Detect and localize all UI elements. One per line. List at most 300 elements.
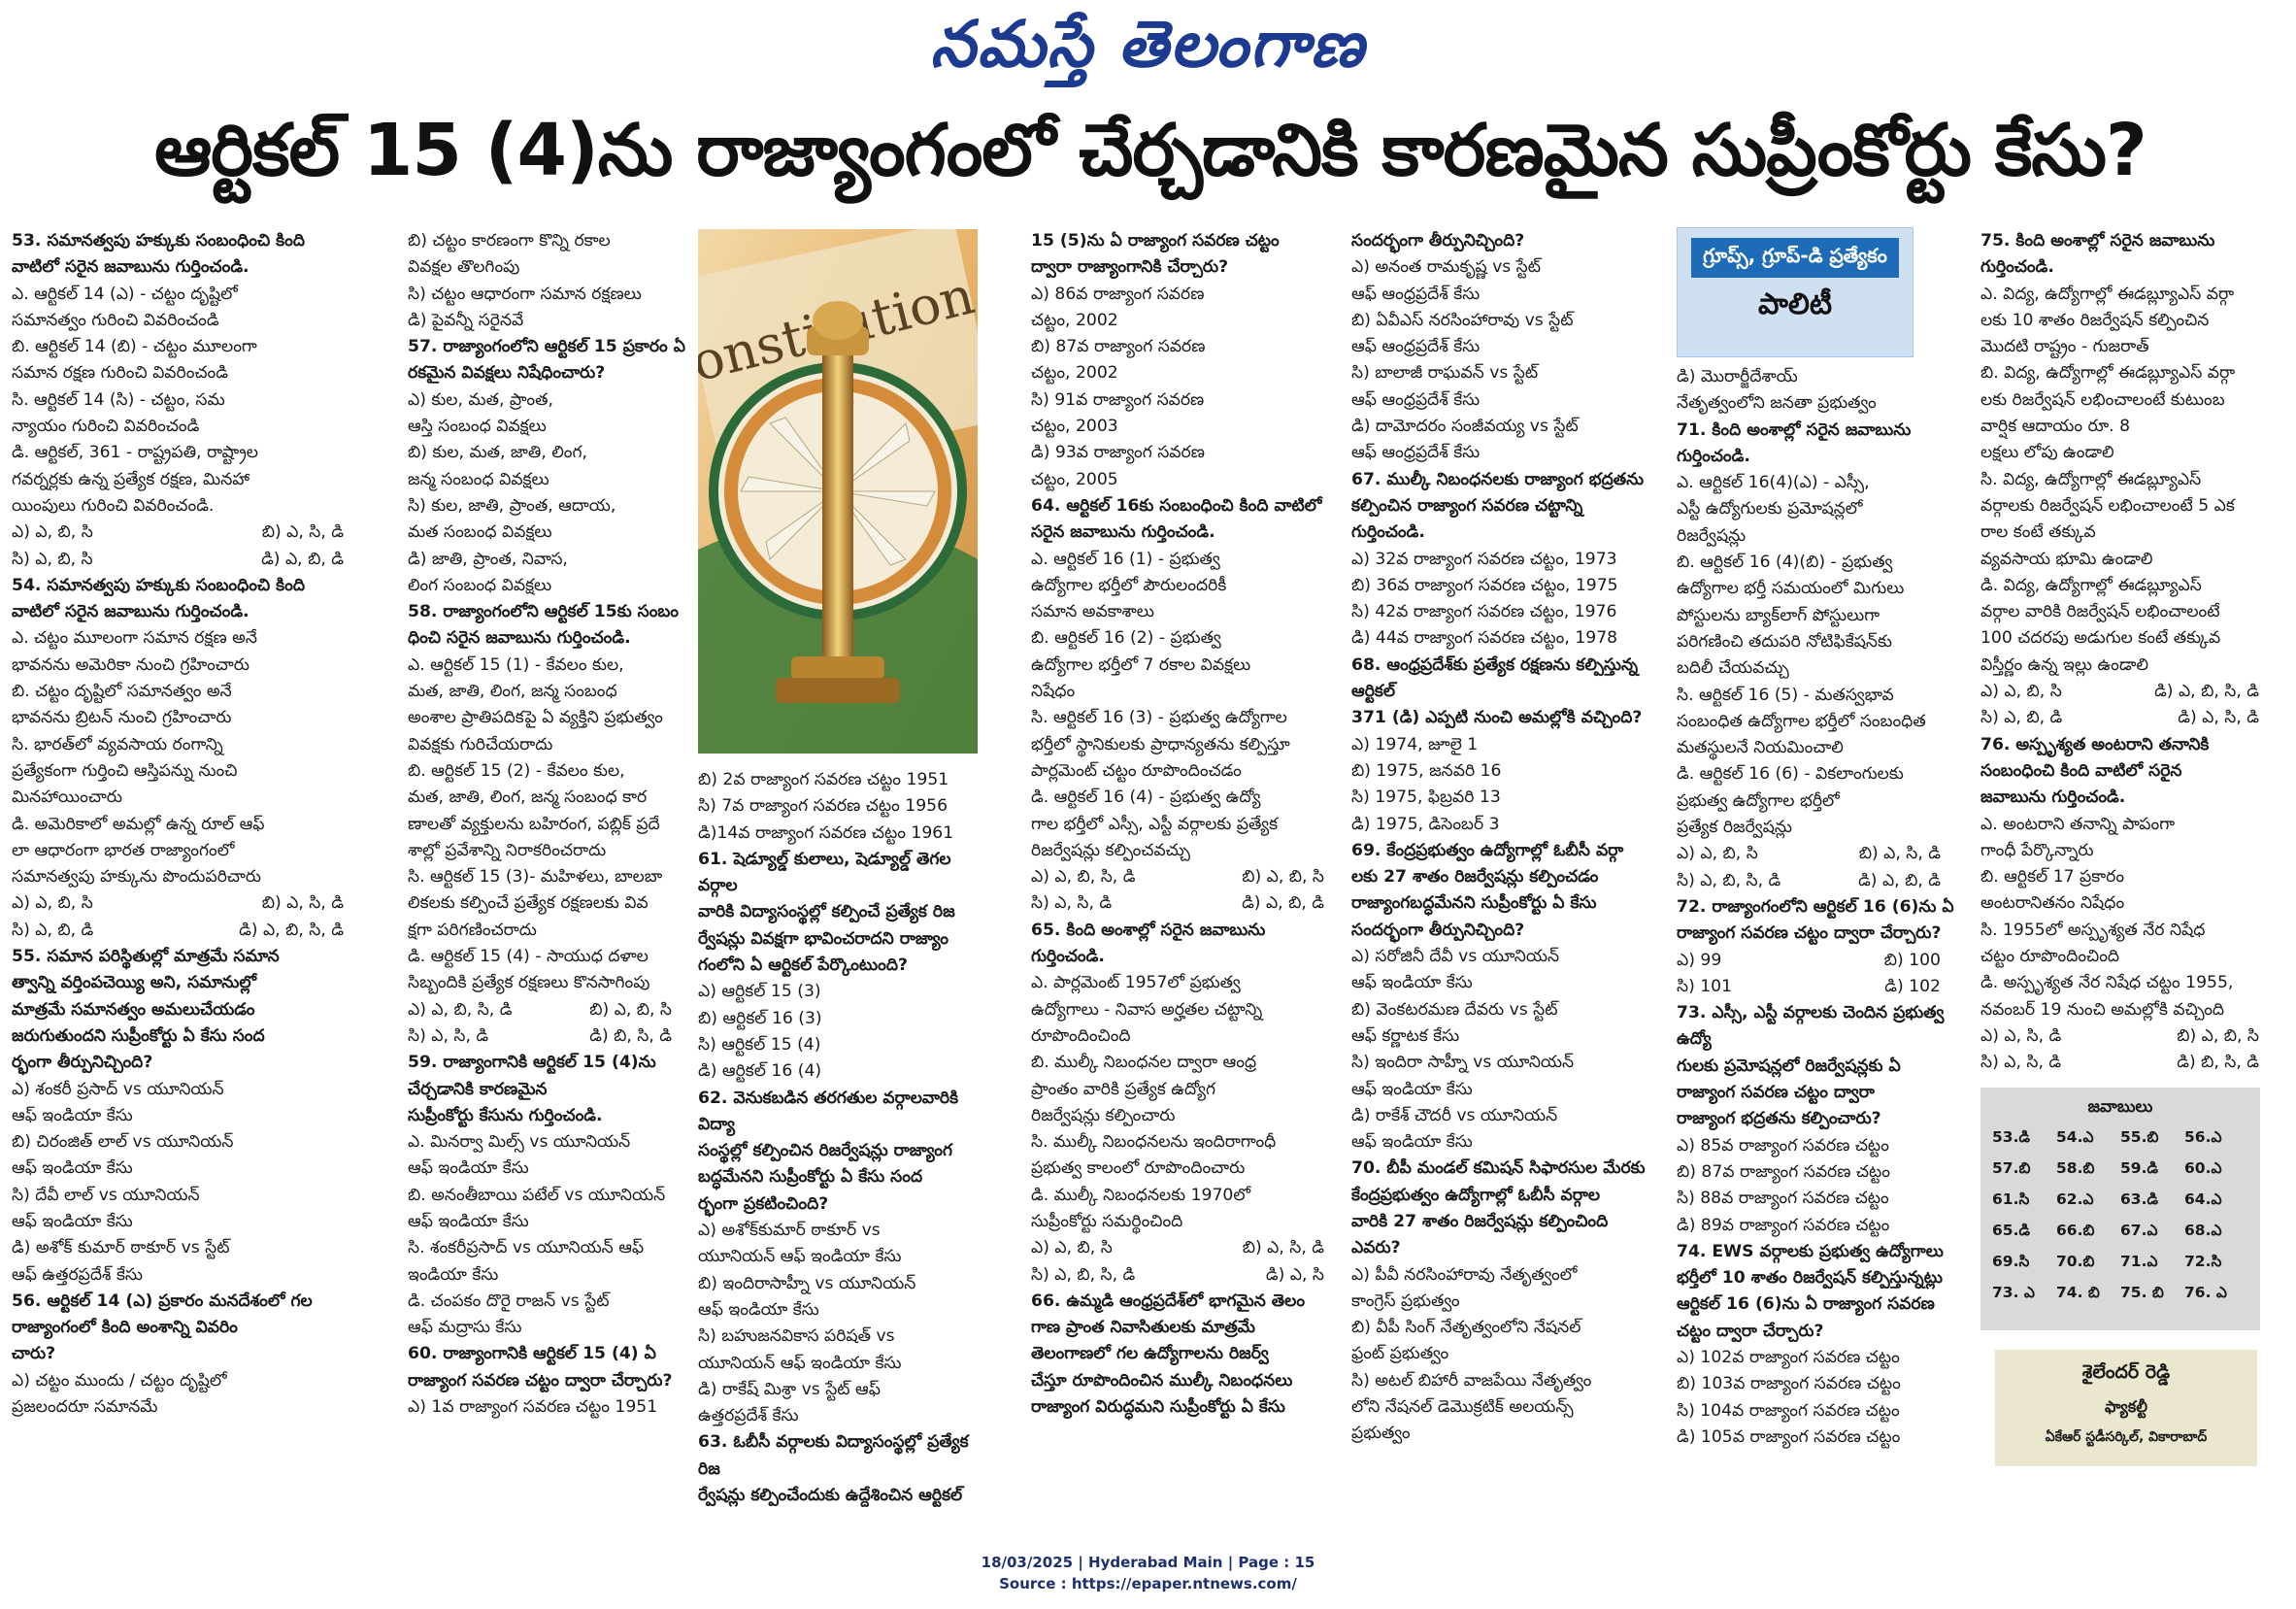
option-text: చట్టం, 2002 [1031,363,1118,384]
option-text: ప్రత్యేక రిజర్వేషన్లు [1677,818,1792,838]
option-text: లా ఆధారంగా భారత రాజ్యాంగంలో [12,840,235,860]
answer-cell: 53.డి [1992,1128,2030,1146]
option-text: బి) ఆర్టికల్ 16 (3) [698,1008,822,1028]
option-text: రిజర్వేషన్లు కల్పించవచ్చు [1031,840,1190,860]
option-row [1031,1262,1342,1289]
option-text: ఉత్తరప్రదేశ్ కేసు [698,1406,799,1426]
question-text: 68. ఆంధ్రప్రదేశ్‌కు ప్రత్యేక రక్షణను కల్పిస్తున్న ఆర్టికల్ [1351,654,1639,702]
option-text: భావనను బ్రిటన్ నుంచి గ్రహించారు [12,708,232,728]
option-text: చట్టం, 2003 [1031,417,1118,437]
question-text: మాత్రమే సమానత్వం అమలుచేయడం [12,999,255,1020]
question-text: జరుగుతుందని సుప్రీంకోర్టు ఏ కేసు సంద [12,1025,265,1046]
option-row [12,918,361,944]
option-text: ఆఫ్ ఇండియా కేసు [1351,1079,1473,1099]
option-text: సి. 1955లో అస్పృశ్యత నేర నిషేధ [1980,920,2206,940]
answer-cell: 75. బి [2120,1284,2164,1301]
answer-cell: 72.సి [2184,1253,2222,1270]
option-text: సుప్రీంకోర్టు సమర్థించింది [1031,1211,1183,1231]
answers-grid [1992,1128,2248,1305]
option-text: డి) 89వ రాజ్యాంగ సవరణ చట్టం [1677,1215,1890,1235]
option-text: బి) కుల, మత, జాతి, లింగ, [408,443,587,463]
option-text: లికలకు కల్పించే ప్రత్యేక రక్షణలకు వివ [408,893,649,914]
section-subject: పాలిటీ [1757,287,1833,321]
answer-cell: 56.ఎ [2184,1128,2222,1146]
option-row [1677,974,1958,1000]
option-text: రిజర్వేషన్లు కల్పించారు [1031,1105,1176,1125]
answer-cell: 55.బి [2120,1128,2159,1146]
option-text: డి) 44వ రాజ్యాంగ సవరణ చట్టం, 1978 [1351,628,1618,649]
option-text: ఎ) ఎ, బి, సి [1031,1238,1113,1258]
option-text: గవర్నర్లకు ఉన్న ప్రత్యేక రక్షణ, మినహా [12,469,250,489]
option-text: బి) ఎ, సి, డి [1242,1238,1324,1258]
option-text: ఎ) 1974, జూలై 1 [1351,734,1479,754]
option-text: ఎ) ఎ, బి, సి, డి [1031,867,1136,888]
option-text: బి) 100 [1883,950,1941,970]
answer-cell: 66.బి [2056,1222,2095,1239]
option-text: ఆఫ్ ఆంధ్రప్రదేశ్ కేసు [1351,337,1481,357]
option-text: బి) వీపీ సింగ్ నేతృత్వంలోని నేషనల్ [1351,1318,1581,1338]
option-text: బి. అనంతీబాయి పటేల్ vs యూనియన్ [408,1185,666,1205]
answer-cell: 62.ఎ [2056,1190,2094,1208]
question-text: రాజ్యాంగ భద్రతను కల్పించారు? [1677,1109,1881,1129]
option-text: శాల్లో ప్రవేశాన్ని నిరాకరించరాదు [408,840,607,860]
question-text: గంలోని ఏ ఆర్టికల్ పేర్కొంటుంది? [698,955,908,976]
option-text: బి) 87వ రాజ్యాంగ సవరణ [1031,337,1206,357]
option-row [1031,864,1342,890]
author-place: ఏకేఆర్ స్టడీసర్కిల్, వికారాబాద్ [2045,1429,2208,1445]
option-text: సమానత్వం గురించి వివరించండి [12,310,219,330]
option-text: బి) ఇందిరాసాహ్నీ vs యూనియన్ [698,1273,916,1293]
option-text: బి) 87వ రాజ్యాంగ సవరణ చట్టం [1677,1161,1890,1182]
option-text: సి. ఆర్టికల్ 14 (సి) - చట్టం, సమ [12,389,225,410]
option-text: వివక్షల తొలగింపు [408,257,520,278]
option-text: బి. ఆర్టికల్ 17 ప్రకారం [1980,867,2125,888]
option-text: ఎ) పీవీ నరసింహారావు నేతృత్వంలో [1351,1264,1578,1285]
answer-cell: 63.డి [2120,1190,2158,1208]
column-1 [12,228,361,1529]
option-text: ఎ) 32వ రాజ్యాంగ సవరణ చట్టం, 1973 [1351,549,1617,569]
option-text: 100 చదరపు అడుగుల కంటే తక్కువ [1980,628,2221,649]
option-text: రిజర్వేషన్లు [1677,525,1747,546]
answer-cell: 54.ఎ [2056,1128,2094,1146]
question-text: 66. ఉమ్మడి ఆంధ్రప్రదేశ్‌లో భాగమైన తెలం [1031,1291,1306,1311]
answer-cell: 61.సి [1992,1190,2030,1208]
option-text: ఎ. విద్య, ఉద్యోగాల్లో ఈడబ్ల్యూఎస్ వర్గా [1980,284,2235,304]
footer-date: 18/03/2025 | Hyderabad Main | Page : 15 [981,1554,1315,1571]
question-text: వారికి విద్యాసంస్థల్లో కల్పించే ప్రత్యేక రిజ [698,902,955,922]
option-text: ఆఫ్ ఇండియా కేసు [408,1211,529,1231]
option-text: ఎ) అశోక్‌కుమార్ ఠాకూర్ vs [698,1221,881,1241]
option-text: డి) మొరార్జీదేశాయ్ [1677,367,1798,386]
option-text: డి) ఎ, బి, సి, డి [239,920,344,940]
option-text: సి) ఎ, సి, డి [1980,1053,2062,1073]
question-text: లకు 27 శాతం రిజర్వేషన్లు కల్పించడం [1351,867,1599,888]
option-text: డి) ఎ, బి, సి, డి [2154,682,2259,702]
option-text: ఆఫ్ మద్రాసు కేసు [408,1318,522,1338]
option-text: బదిలీ చేయవచ్చు [1677,658,1789,679]
question-text: చేర్చడానికి కారణమైన [408,1079,548,1099]
question-text: వారికి 27 శాతం రిజర్వేషన్లు కల్పించింది [1351,1211,1609,1231]
option-text: ఉద్యోగాల భర్తీ సమయంలో మిగులు [1677,579,1905,599]
option-text: సి) ఎ, బి, డి [1980,708,2063,728]
option-text: ఎ) ఎ, బి, సి, డి [408,999,513,1020]
option-text: సి) 1975, ఫిబ్రవరి 13 [1351,788,1501,808]
option-text: ఎ) ఎ, బి, సి [12,522,93,543]
option-text: లింగ సంబంధ వివక్షలు [408,575,552,595]
option-text: డి. ముల్కీ నిబంధనలకు 1970లో [1031,1185,1251,1205]
option-text: వ్యవసాయ భూమి ఉండాలి [1980,549,2153,569]
answer-cell: 59.డి [2120,1159,2158,1177]
option-text: ఎ) ఎ, బి, సి [1980,682,2062,702]
option-text: ఉద్యోగాలు - నివాస అర్హతల చట్టాన్ని [1031,999,1263,1020]
option-text: బి. ఆర్టికల్ 16 (2) - ప్రభుత్వ [1031,628,1221,649]
answer-cell: 65.డి [1992,1222,2030,1239]
option-text: సి) చట్టం ఆధారంగా సమాన రక్షణలు [408,284,642,304]
answer-cell: 74. బి [2056,1284,2100,1301]
option-text: డి) ఎ, సి, డి [2178,708,2259,728]
option-text: వర్గాల వారికి రిజర్వేషన్ లభించాలంటే [1980,602,2220,622]
option-text: లక్షలు లోపు ఉండాలి [1980,443,2114,463]
author-role: ఫ్యాకల్టీ [2105,1397,2147,1416]
option-text: సి) అటల్ బిహారీ వాజపేయి నేతృత్వం [1351,1370,1592,1391]
author-box [1995,1350,2257,1466]
column-7 [1980,228,2277,1073]
option-text: ఎ. పార్లమెంట్ 1957లో ప్రభుత్వ [1031,973,1241,993]
option-text: ఎ. ఆర్టికల్ 15 (1) - కేవలం కుల, [408,654,624,675]
section-header-box [1677,227,1913,357]
constitution-illustration [698,229,978,754]
option-text: ఆఫ్ ఇండియా కేసు [408,1158,529,1179]
option-text: ఎ) అనంత రామకృష్ణ vs స్టేట్ [1351,257,1541,278]
option-text: ఉద్యోగాల భర్తీలో 7 రకాల వివక్షలు [1031,654,1251,675]
question-text: 67. ముల్కీ నిబంధనలకు రాజ్యాంగ భద్రతను [1351,469,1645,489]
option-text: బి) చిరంజిత్ లాల్ vs యూనియన్ [12,1132,234,1153]
option-text: బి) ఎ, సి, డి [261,522,344,543]
option-text: రాల కంటే తక్కువ [1980,522,2096,543]
option-text: సి) ఎ, సి, డి [1031,893,1113,914]
option-text: సి) ఇందిరా సాహ్నీ vs యూనియన్ [1351,1053,1575,1073]
column-3 [698,767,989,1529]
option-text: కాంగ్రెస్ ప్రభుత్వం [1351,1291,1460,1311]
option-text: విస్తీర్ణం ఉన్న ఇల్లు ఉండాలి [1980,654,2149,675]
option-text: అంటరానితనం నిషేధం [1980,893,2125,914]
option-text: ఆఫ్ ఇండియా కేసు [12,1105,133,1125]
option-text: డి. ఆర్టికల్, 361 - రాష్ట్రపతి, రాష్ట్రాల [12,443,258,463]
option-text: డి. అమెరికాలో అమల్లో ఉన్న రూల్ ఆఫ్ [12,814,265,834]
section-tag: గ్రూప్స్, గ్రూప్-డి ప్రత్యేకం [1691,238,1899,278]
option-text: ఆఫ్ ఇండియా కేసు [12,1211,133,1231]
option-text: ఆఫ్ కర్ణాటక కేసు [1351,1025,1460,1046]
question-text: చారు? [12,1344,56,1364]
constitution-photo [698,229,978,754]
option-text: ప్రజలందరూ సమానమే [12,1397,158,1418]
option-text: భర్తీలో స్థానికులకు ప్రాధాన్యతను కల్పిస్తూ [1031,734,1290,754]
option-text: ఎ. ఆర్టికల్ 16(4)(ఎ) - ఎస్సీ, [1677,473,1870,493]
question-text: గుర్తించండి. [1351,522,1425,543]
option-text: బి) ఎ, బి, సి [2177,1025,2259,1046]
option-text: చట్టం, 2005 [1031,469,1118,489]
option-text: సి. విద్య, ఉద్యోగాల్లో ఈడబ్ల్యూఎస్ [1980,469,2202,489]
option-text: లకు రిజర్వేషన్ లభించాలంటే కుటుంబ [1980,389,2225,410]
question-text: 71. కింది అంశాల్లో సరైన జవాబును [1677,419,1912,440]
option-text: డి) పైవన్నీ సరైనవే [408,310,524,330]
option-text: ఎ. ఆర్టికల్ 16 (1) - ప్రభుత్వ [1031,549,1220,569]
option-text: డి. ఆర్టికల్ 16 (4) - ప్రభుత్వ ఉద్యో [1031,788,1261,808]
answer-cell: 68.ఎ [2184,1222,2222,1239]
option-text: బి) చట్టం కారణంగా కొన్ని రకాల [408,231,611,251]
question-text: 15 (5)ను ఏ రాజ్యాంగ సవరణ చట్టం [1031,231,1280,251]
question-text: 58. రాజ్యాంగంలోని ఆర్టికల్ 15కు సంబం [408,602,680,622]
footer-source: Source : https://epaper.ntnews.com/ [999,1575,1297,1592]
option-text: ఆఫ్ ఇండియా కేసు [12,1158,133,1179]
option-text: ప్రాంతం వారికి ప్రత్యేక ఉద్యోగ [1031,1079,1216,1099]
question-text: ధించి సరైన జవాబును గుర్తించండి. [408,628,631,649]
option-text: ఎ. చట్టం మూలంగా సమాన రక్షణ అనే [12,628,257,649]
option-text: ఆఫ్ ఉత్తరప్రదేశ్ కేసు [12,1264,143,1285]
question-text: వాటిలో సరైన జవాబును గుర్తించండి. [12,257,250,278]
option-text: సి) 104వ రాజ్యాంగ సవరణ చట్టం [1677,1400,1900,1421]
option-text: బి) 36వ రాజ్యాంగ సవరణ చట్టం, 1975 [1351,575,1618,595]
option-text: ఎ) కుల, మత, ప్రాంత, [408,389,553,410]
question-text: గాణ ప్రాంత నివాసితులకు మాత్రమే [1031,1318,1255,1338]
option-text: సి) 88వ రాజ్యాంగ సవరణ చట్టం [1677,1189,1889,1209]
option-text: డి) 1975, డిసెంబర్ 3 [1351,814,1500,834]
option-text: వర్గాలకు రిజర్వేషన్ లభించాలంటే 5 ఎక [1980,495,2235,516]
option-text: బి) ఎ, సి, డి [1858,844,1941,864]
question-text: 61. షెడ్యూల్డ్ కులాలు, షెడ్యూల్డ్ తెగల వర్గాల [698,849,951,896]
question-text: ర్భంగా తీర్పునిచ్చింది? [12,1053,153,1073]
option-text: బి) 103వ రాజ్యాంగ సవరణ చట్టం [1677,1374,1901,1394]
option-text: యూనియన్ ఆఫ్ ఇండియా కేసు [698,1353,902,1373]
option-text: బి. ఆర్టికల్ 15 (2) - కేవలం కుల, [408,760,625,781]
answer-cell: 70.బి [2056,1253,2095,1270]
question-text: బద్ధమేనని సుప్రీంకోర్టు ఏ కేసు సంద [698,1167,923,1188]
option-text: సమాన రక్షణ గురించి వివరించండి [12,363,228,384]
option-text: మినహాయించారు [12,788,122,808]
option-text: ఎ. మినర్వా మిల్స్ vs యూనియన్ [408,1132,631,1153]
option-text: డి. అస్పృశ్యత నేర నిషేధ చట్టం 1955, [1980,973,2234,993]
option-text: డి) ఎ, బి, డి [261,549,344,569]
question-text: కేంద్రప్రభుత్వం ఉద్యోగాల్లో ఓబీసీ వర్గాల [1351,1185,1601,1205]
option-text: డి) రాకేష్ మిశ్రా vs స్టేట్ ఆఫ్ [698,1379,881,1399]
option-text: సిబ్బందికి ప్రత్యేక రక్షణలు కొనసాగింపు [408,973,650,993]
author-name: శైలేందర్ రెడ్డి [2081,1361,2171,1383]
question-text: 55. సమాన పరిస్థితుల్లో మాత్రమే సమాన [12,947,280,967]
option-row [1980,679,2277,705]
option-text: పరిగణించి తదుపరి నోటిఫికేషన్‌కు [1677,631,1892,652]
question-text: 64. ఆర్టికల్ 16కు సంబంధించి కింది వాటిలో [1031,495,1322,516]
option-text: ప్రభుత్వం [1351,1424,1411,1444]
option-text: ఎ. అంటరాని తనాన్ని పాపంగా [1980,814,2176,834]
question-text: కల్పించిన రాజ్యాంగ సవరణ చట్టాన్ని [1351,495,1583,516]
option-text: డి) ఆర్టికల్ 16 (4) [698,1061,822,1082]
question-text: సందర్భంగా తీర్పునిచ్చింది? [1351,920,1525,940]
option-text: సి) 7వ రాజ్యాంగ సవరణ చట్టం 1956 [698,796,948,817]
option-row [12,520,361,546]
option-text: అంశాల ప్రాతిపదికపై ఏ వ్యక్తిని ప్రభుత్వం [408,708,663,728]
question-text: సందర్భంగా తీర్పునిచ్చింది? [1351,231,1525,251]
option-text: ఎ) చట్టం ముందు / చట్టం దృష్టిలో [12,1370,227,1391]
option-text: ణాలతో వ్యక్తులను బహిరంగ, పబ్లిక్ ప్రదే [408,814,660,834]
option-text: సి) కుల, జాతి, ప్రాంత, ఆదాయ, [408,495,616,516]
question-text: 56. ఆర్టికల్ 14 (ఎ) ప్రకారం మనదేశంలో గల [12,1291,313,1311]
question-text: 57. రాజ్యాంగంలోని ఆర్టికల్ 15 ప్రకారం ఏ [408,337,685,357]
option-text: సమానత్వపు హక్కును పొందుపరిచారు [12,867,262,888]
question-text: రాజ్యాంగబద్ధమేనని సుప్రీంకోర్టు ఏ కేసు [1351,893,1597,914]
question-text: తెలంగాణలో గల ఉద్యోగాలను రిజర్వ్ [1031,1344,1269,1364]
option-text: సి) దేవీ లాల్ vs యూనియన్ [12,1185,200,1205]
column-6 [1677,364,1958,1529]
question-text: 59. రాజ్యాంగానికి ఆర్టికల్ 15 (4)ను [408,1053,656,1073]
question-text: ర్వేషన్లు వివక్షగా భావించరాదని రాజ్యాం [698,928,949,949]
option-row [1677,948,1958,974]
question-text: 75. కింది అంశాల్లో సరైన జవాబును గుర్తించండి. [1980,231,2215,278]
question-text: గుర్తించండి. [1031,947,1105,967]
option-text: సి. శంకరీప్రసాద్ vs యూనియన్ ఆఫ్ [408,1238,645,1258]
option-text: మతస్థులనే నియమించాలి [1677,738,1844,758]
question-text: గులకు ప్రమోషన్లలో రిజర్వేషన్లకు ఏ [1677,1056,1901,1076]
question-text: 73. ఎస్సీ, ఎస్టీ వర్గాలకు చెందిన ప్రభుత్వ ఉద్యో [1677,1003,1945,1050]
option-text: సి. ఆర్టికల్ 16 (5) - మతస్వభావ [1677,685,1894,705]
option-text: బి. ఆర్టికల్ 16 (4)(బి) - ప్రభుత్వ [1677,553,1893,573]
question-text: రాజ్యాంగంలో కింది అంశాన్ని వివరిం [12,1318,238,1338]
option-text: ఇండియా కేసు [408,1264,499,1285]
question-text: రాజ్యాంగ సవరణ చట్టం ద్వారా చేర్చారు? [408,1370,673,1391]
option-text: సమాన అవకాశాలు [1031,602,1154,622]
answer-cell: 57.బి [1992,1159,2031,1177]
option-text: డి) జాతి, ప్రాంత, నివాస, [408,549,568,569]
question-text: 76. అస్పృశ్యత అంటరాని తనానికి [1980,734,2210,754]
option-text: ప్రభుత్వ కాలంలో రూపొందించారు [1031,1158,1246,1179]
question-text: వాటిలో సరైన జవాబును గుర్తించండి. [12,602,250,622]
option-text: జన్మ సంబంధ వివక్షలు [408,469,549,489]
option-text: సి. భారత్‌లో వ్యవసాయ రంగాన్ని [12,734,223,754]
option-text: బి. ముల్కీ నిబంధనల ద్వారా ఆంధ్ర [1031,1053,1257,1073]
option-text: నవంబర్ 19 నుంచి అమల్లోకి వచ్చింది [1980,999,2225,1020]
option-text: సి) ఎ, బి, డి [12,920,94,940]
option-row [408,1023,689,1050]
option-text: ఫ్రంట్ ప్రభుత్వం [1351,1344,1449,1364]
question-text: 371 (డి) ఎప్పటి నుంచి అమల్లోకి వచ్చింది? [1351,708,1643,728]
option-text: డి. ఆర్టికల్ 15 (4) - సాయుధ దళాల [408,947,649,967]
option-text: ఆఫ్ ఇండియా కేసు [698,1299,819,1320]
question-text: సుప్రీంకోర్టు కేసును గుర్తించండి. [408,1105,603,1125]
option-text: ఎస్టీ ఉద్యోగులకు ప్రమోషన్లలో [1677,499,1863,520]
option-text: ఎ) 1వ రాజ్యాంగ సవరణ చట్టం 1951 [408,1397,658,1418]
option-text: యూనియన్ ఆఫ్ ఇండియా కేసు [698,1247,902,1267]
option-text: సి) ఎ, బి, సి [12,549,93,569]
question-text: రాజ్యాంగ సవరణ చట్టం ద్వారా చేర్చారు? [1677,923,1942,944]
option-text: బి. చట్టం దృష్టిలో సమానత్వం అనే [12,682,232,702]
option-text: చట్టం, 2002 [1031,310,1118,330]
option-text: బి) 2వ రాజ్యాంగ సవరణ చట్టం 1951 [698,770,949,789]
answer-cell: 67.ఎ [2120,1222,2158,1239]
answer-cell: 76. ఎ [2184,1284,2227,1301]
option-text: నేతృత్వంలోని జనతా ప్రభుత్వం [1677,393,1877,414]
answers-title: జవాబులు [2087,1097,2153,1117]
question-text: జవాబును గుర్తించండి. [1980,788,2126,808]
option-text: వివక్షకు గురిచేయరాదు [408,734,553,754]
question-text: గుర్తించండి. [1677,446,1750,466]
option-text: డి. ఆర్టికల్ 16 (6) - వికలాంగులకు [1677,764,1904,785]
option-text: ఉద్యోగాల భర్తీలో పౌరులందరికీ [1031,575,1227,595]
option-text: ఆస్తి సంబంధ వివక్షలు [408,417,547,437]
question-text: 60. రాజ్యాంగానికి ఆర్టికల్ 15 (4) ఏ [408,1344,656,1364]
question-text: ర్వేషన్లు కల్పించేందుకు ఉద్దేశించిన ఆర్టికల్ [698,1486,963,1506]
option-text: యింపులు గురించి వివరించండి. [12,495,215,516]
option-row [1980,705,2277,731]
option-text: సి. ఆర్టికల్ 16 (3) - ప్రభుత్వ ఉద్యోగాల [1031,708,1287,728]
option-text: ఎ) శంకరీ ప్రసాద్ vs యూనియన్ [12,1079,224,1099]
answer-cell: 69.సి [1992,1253,2030,1270]
option-text: బి. విద్య, ఉద్యోగాల్లో ఈడబ్ల్యూఎస్ వర్గా [1980,363,2236,384]
option-text: సి) 101 [1677,976,1733,996]
option-text: సి) ఎ, బి, సి, డి [1677,870,1781,890]
option-text: మొదటి రాష్ట్రం - గుజరాత్ [1980,337,2149,357]
option-text: సి. ముల్కీ నిబంధనలను ఇందిరాగాంధీ [1031,1132,1277,1153]
answer-cell: 71.ఎ [2120,1253,2158,1270]
option-text: గాల భర్తీలో ఎస్సీ, ఎస్టీ వర్గాలకు ప్రత్యేక [1031,814,1279,834]
headline: ఆర్టికల్ 15 (4)ను రాజ్యాంగంలో చేర్చడానికి కారణమైన సుప్రీంకోర్టు కేసు? [154,109,2146,192]
question-text: 69. కేంద్రప్రభుత్వం ఉద్యోగాల్లో ఓబీసీ వర్గా [1351,840,1624,860]
option-row [1980,1050,2277,1073]
answers-box [1980,1088,2260,1330]
option-text: ఆఫ్ ఆంధ్రప్రదేశ్ కేసు [1351,443,1481,463]
question-text: రకమైన వివక్షలు నిషేధించారు? [408,363,606,384]
question-text: 70. బీపీ మండల్ కమిషన్ సిఫారసుల మేరకు [1351,1158,1646,1179]
option-text: లోని నేషనల్ డెమొక్రటిక్ అలయన్స్ [1351,1397,1574,1418]
column-2 [408,228,689,1529]
question-text: త్వాన్ని వర్తింపచెయ్యి అని, సమానుల్లో [12,973,257,993]
question-text: సంబంధించి కింది వాటిలో సరైన [1980,760,2182,781]
option-text: డి) ఎ, బి, డి [1242,893,1324,914]
option-text: సి) బహుజనవికాస పరిషత్ vs [698,1326,895,1347]
answer-cell: 64.ఎ [2184,1190,2222,1208]
option-text: డి) బి, సి, డి [589,1025,672,1046]
option-text: మత సంబంధ వివక్షలు [408,522,552,543]
option-text: బి. ఆర్టికల్ 14 (బి) - చట్టం మూలంగా [12,337,257,357]
question-text: ఆర్టికల్ 16 (6)ను ఏ రాజ్యాంగ సవరణ [1677,1294,1935,1315]
masthead: నమస్తే తెలంగాణ [930,6,1366,82]
option-text: మత, జాతి, లింగ, జన్మ సంబంధ [408,682,617,702]
question-text: సంస్థల్లో కల్పించిన రిజర్వేషన్లు రాజ్యాంగ [698,1141,952,1161]
option-text: ప్రభుత్వ ఉద్యోగాల భర్తీలో [1677,790,1840,811]
option-text: డి) దామోదరం సంజీవయ్య vs స్టేట్ [1351,417,1579,437]
option-text: ఎ) 86వ రాజ్యాంగ సవరణ [1031,284,1205,304]
option-text: బి) ఏవీఎస్ నరసింహారావు vs స్టేట్ [1351,310,1574,330]
column-4 [1031,228,1342,1529]
question-text: ద్వారా రాజ్యాంగానికి చేర్చారు? [1031,257,1229,278]
column-5 [1351,228,1662,1529]
option-text: ఎ) 85వ రాజ్యాంగ సవరణ చట్టం [1677,1135,1889,1156]
option-text: బి) 1975, జనవరి 16 [1351,760,1502,781]
option-text: ఆఫ్ ఆంధ్రప్రదేశ్ కేసు [1351,389,1481,410]
option-text: సి) ఎ, సి, డి [408,1025,489,1046]
option-text: డి) అశోక్ కుమార్ ఠాకూర్ vs స్టేట్ [12,1238,230,1258]
option-row [1677,868,1958,894]
option-text: బి) ఎ, బి, సి [589,999,672,1020]
option-text: బి) ఎ, సి, డి [261,893,344,914]
option-text: సి) బాలాజీ రాఘవన్ vs స్టేట్ [1351,363,1539,384]
option-text: క్షగా పరిగణించరాదు [408,920,537,940]
question-text: చట్టం ద్వారా చేర్చారు? [1677,1321,1824,1341]
option-text: చట్టం రూపొందించింది [1980,947,2120,967]
option-text: రూపొందించింది [1031,1025,1131,1046]
option-text: ఎ. ఆర్టికల్ 14 (ఎ) - చట్టం దృష్టిలో [12,284,238,304]
option-text: ఎ) సరోజినీ దేవీ vs యూనియన్ [1351,947,1560,967]
option-text: డి. విద్య, ఉద్యోగాల్లో ఈడబ్ల్యూఎస్ [1980,575,2202,595]
answer-cell: 58.బి [2056,1159,2095,1177]
